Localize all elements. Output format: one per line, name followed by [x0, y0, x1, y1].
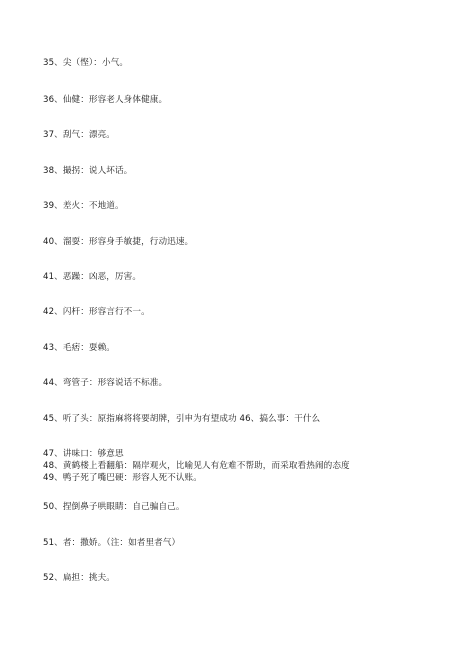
entry-47: 47、讲味口：够意思 — [43, 449, 124, 459]
entry-44: 44、弯管子：形容说话不标准。 — [43, 378, 168, 388]
entry-36: 36、仙健：形容老人身体健康。 — [43, 95, 168, 105]
entry-39: 39、差火：不地道。 — [43, 201, 124, 211]
entry-37: 37、刮气：漂亮。 — [43, 130, 115, 140]
entry-48: 48、黄鹤楼上看翻船：隔岸观火，比喻见人有危难不帮助，而采取看热闹的态度 — [43, 461, 350, 471]
entry-52: 52、扁担：挑夫。 — [43, 573, 115, 583]
entry-38: 38、撮拐：说人坏话。 — [43, 166, 133, 176]
entry-51: 51、者：撒娇。（注：如者里者气） — [43, 538, 181, 548]
entry-42: 42、闪杆：形容言行不一。 — [43, 307, 150, 317]
entry-49: 49、鸭子死了嘴巴硬：形容人死不认账。 — [43, 473, 202, 483]
entry-43: 43、毛痞：耍赖。 — [43, 343, 115, 353]
entry-45-46: 45、听了头：原指麻将将要胡牌，引申为有望成功 46、搞么事：干什么 — [43, 414, 321, 424]
entry-40: 40、溜耍：形容身手敏捷，行动迅速。 — [43, 237, 194, 247]
entry-50: 50、捏倒鼻子哄眼睛：自己骗自己。 — [43, 502, 185, 512]
entry-41: 41、恶躁：凶恶，厉害。 — [43, 272, 142, 282]
entry-35: 35、尖（悭）：小气。 — [43, 58, 129, 68]
